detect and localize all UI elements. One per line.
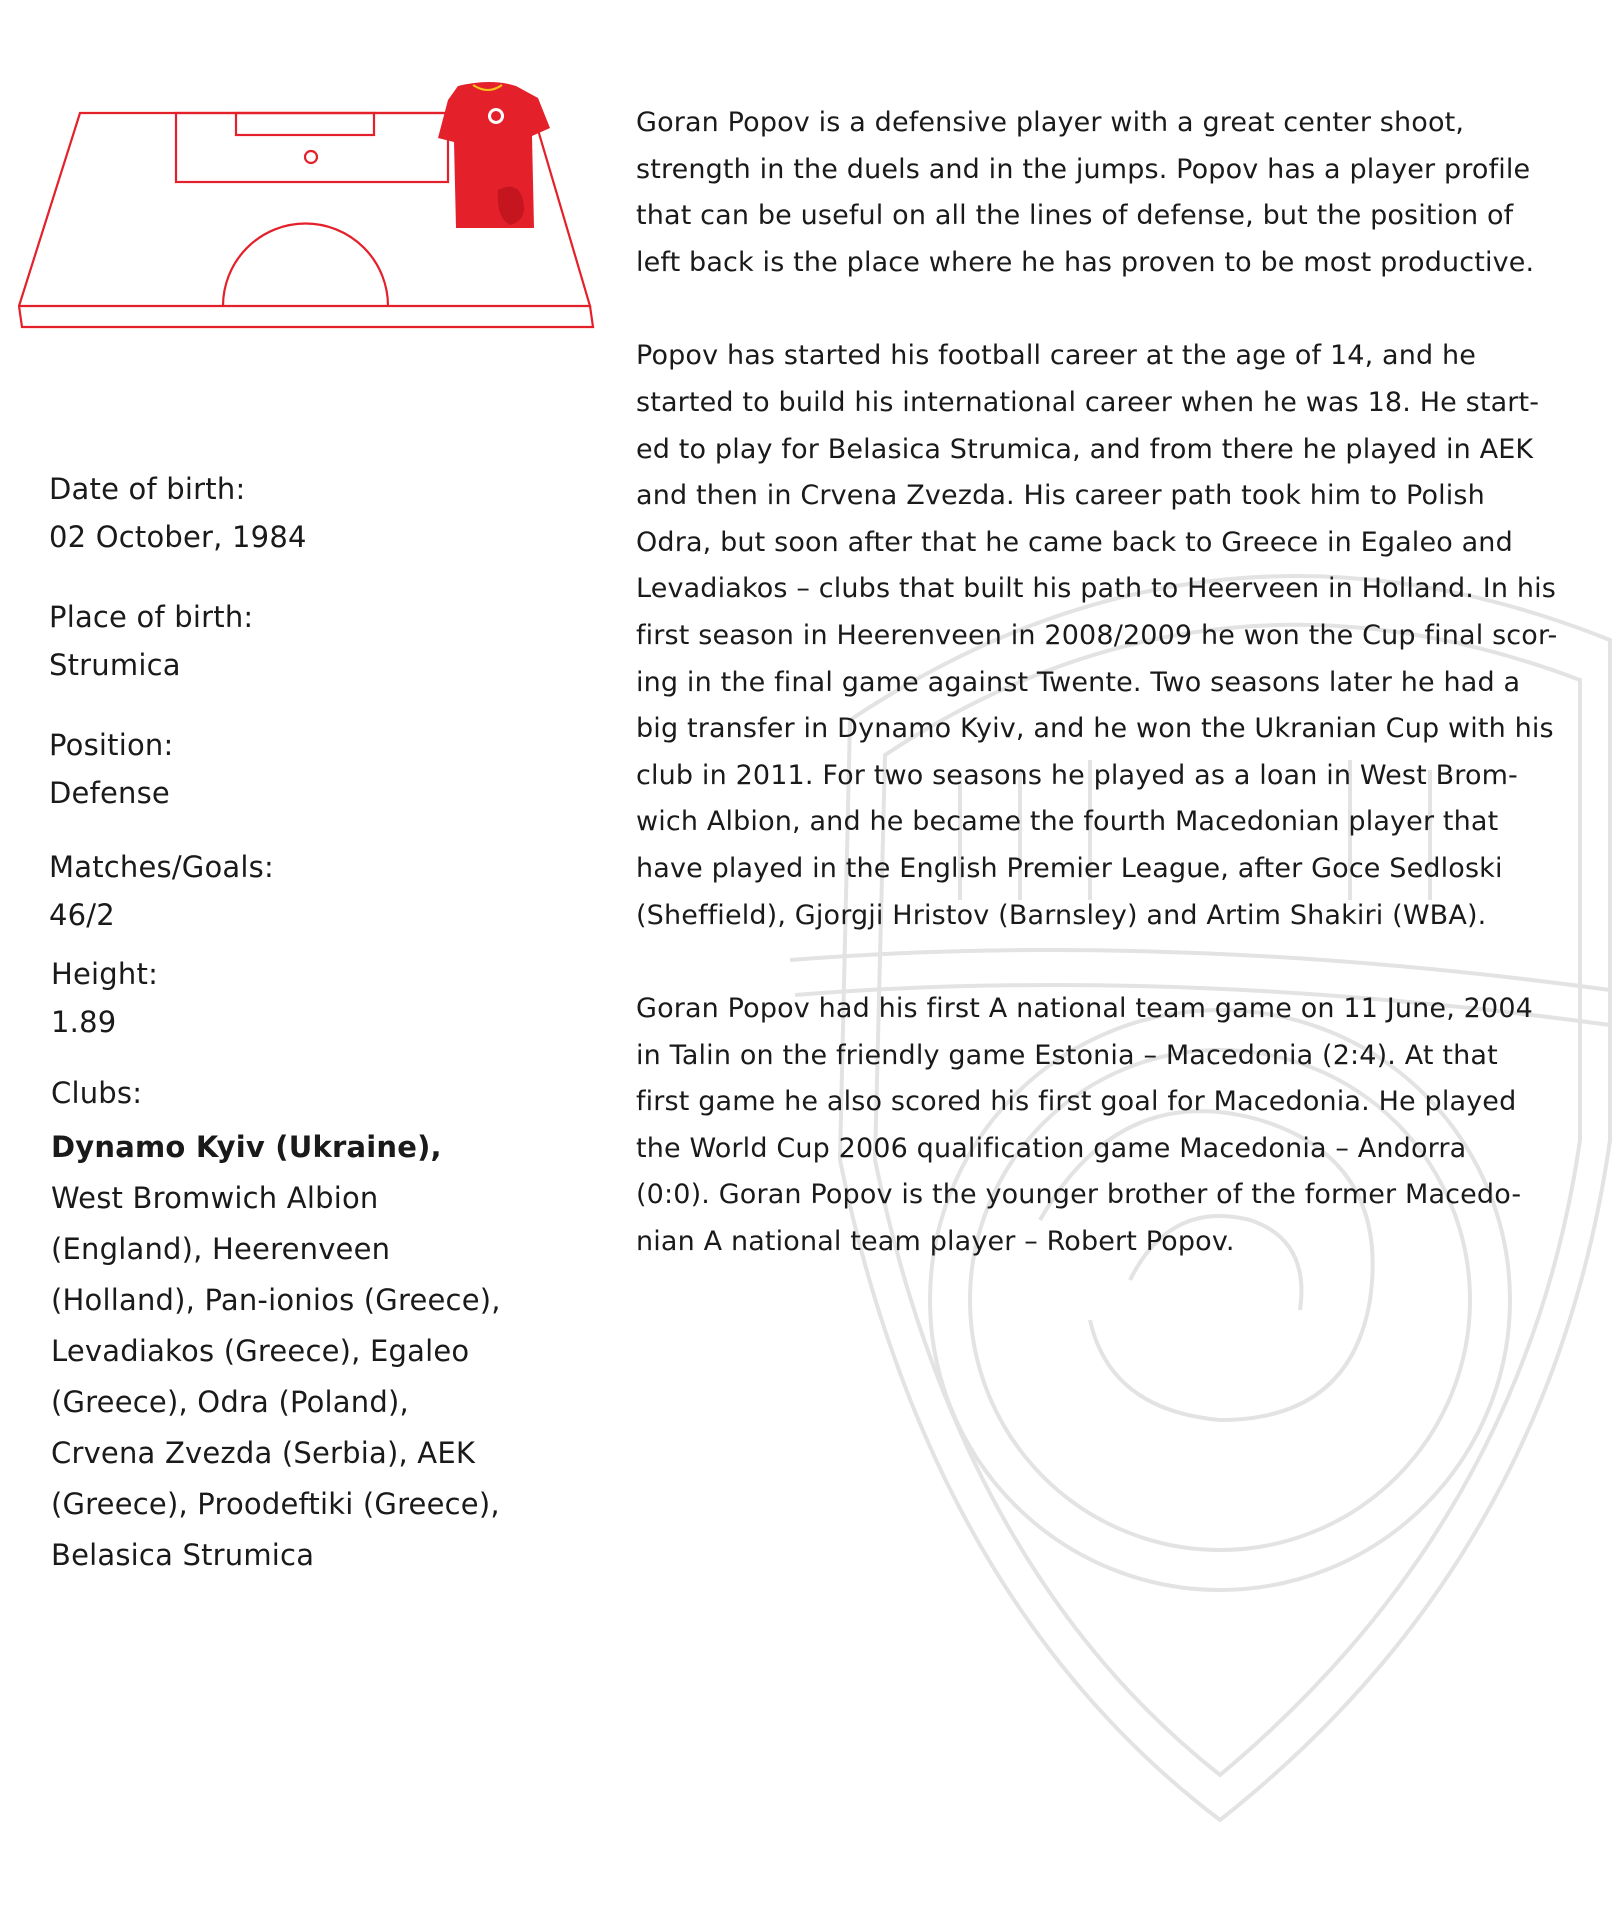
bio-line: wich Albion, and he became the fourth Macedonian player that bbox=[636, 806, 1499, 838]
matches-goals-label: Matches/Goals: bbox=[49, 850, 274, 884]
pob-value: Strumica bbox=[49, 648, 181, 682]
bio-line: club in 2011. For two seasons he played as a loan in West Brom- bbox=[636, 759, 1518, 791]
bio-line: left back is the place where he has proven to be most productive. bbox=[636, 246, 1535, 278]
bio-line: and then in Crvena Zvezda. His career path took him to Polish bbox=[636, 480, 1485, 512]
bio-line: first season in Heerenveen in 2008/2009 he won the Cup final scor- bbox=[636, 619, 1558, 651]
bio-line: nian A national team player – Robert Popov. bbox=[636, 1226, 1235, 1258]
clubs-label: Clubs: bbox=[51, 1076, 143, 1110]
position-label: Position: bbox=[49, 728, 174, 762]
bio-paragraph bbox=[636, 333, 1576, 939]
bio-line: first game he also scored his first goal for Macedonia. He played bbox=[636, 1086, 1517, 1118]
height-label: Height: bbox=[51, 957, 159, 991]
bio-paragraph bbox=[636, 986, 1576, 1266]
dob-value: 02 October, 1984 bbox=[49, 520, 307, 554]
football-pitch-icon bbox=[18, 80, 596, 335]
bio-line: Odra, but soon after that he came back to Greece in Egaleo and bbox=[636, 526, 1513, 558]
bio-line: Levadiakos – clubs that built his path to Heerveen in Holland. In his bbox=[636, 573, 1557, 605]
bio-paragraph bbox=[636, 100, 1576, 286]
height-value: 1.89 bbox=[51, 1005, 117, 1039]
bio-line: started to build his international career when he was 18. He start- bbox=[636, 386, 1540, 418]
bio-line: in Talin on the friendly game Estonia – Macedonia (2:4). At that bbox=[636, 1039, 1498, 1071]
clubs-list bbox=[51, 1122, 511, 1581]
bio-line: (0:0). Goran Popov is the younger brother of the former Macedo- bbox=[636, 1179, 1522, 1211]
bio-line: ing in the final game against Twente. Two seasons later he had a bbox=[636, 666, 1521, 698]
bio-line: Popov has started his football career at the age of 14, and he bbox=[636, 340, 1477, 372]
matches-goals-value: 46/2 bbox=[49, 898, 115, 932]
bio-line: the World Cup 2006 qualification game Macedonia – Andorra bbox=[636, 1132, 1467, 1164]
bio-line: have played in the English Premier League, after Goce Sedloski bbox=[636, 852, 1503, 884]
clubs-current: Dynamo Kyiv (Ukraine), bbox=[51, 1130, 442, 1164]
bio-line: Goran Popov had his first A national team game on 11 June, 2004 bbox=[636, 993, 1533, 1025]
position-value: Defense bbox=[49, 776, 170, 810]
bio-line: big transfer in Dynamo Kyiv, and he won the Ukranian Cup with his bbox=[636, 713, 1554, 745]
bio-line: ed to play for Belasica Strumica, and from there he played in AEK bbox=[636, 433, 1534, 465]
bio-line: Goran Popov is a defensive player with a great center shoot, bbox=[636, 107, 1465, 138]
bio-line: that can be useful on all the lines of defense, but the position of bbox=[636, 200, 1514, 232]
dob-label: Date of birth: bbox=[49, 472, 246, 506]
pob-label: Place of birth: bbox=[49, 600, 254, 634]
bio-line: strength in the duels and in the jumps. Popov has a player profile bbox=[636, 153, 1531, 185]
clubs-previous: West Bromwich Albion (England), Heerenveen (Holland), Pan-ionios (Greece), Levadiakos (Greece), Egaleo (Greece), Odra (Poland), Crvena Zvezda (Serbia), AEK (Greece), Proodeftiki (Greece), Belasica Strumica bbox=[51, 1181, 501, 1572]
biography bbox=[636, 100, 1576, 1313]
bio-line: (Sheffield), Gjorgji Hristov (Barnsley) and Artim Shakiri (WBA). bbox=[636, 899, 1487, 931]
